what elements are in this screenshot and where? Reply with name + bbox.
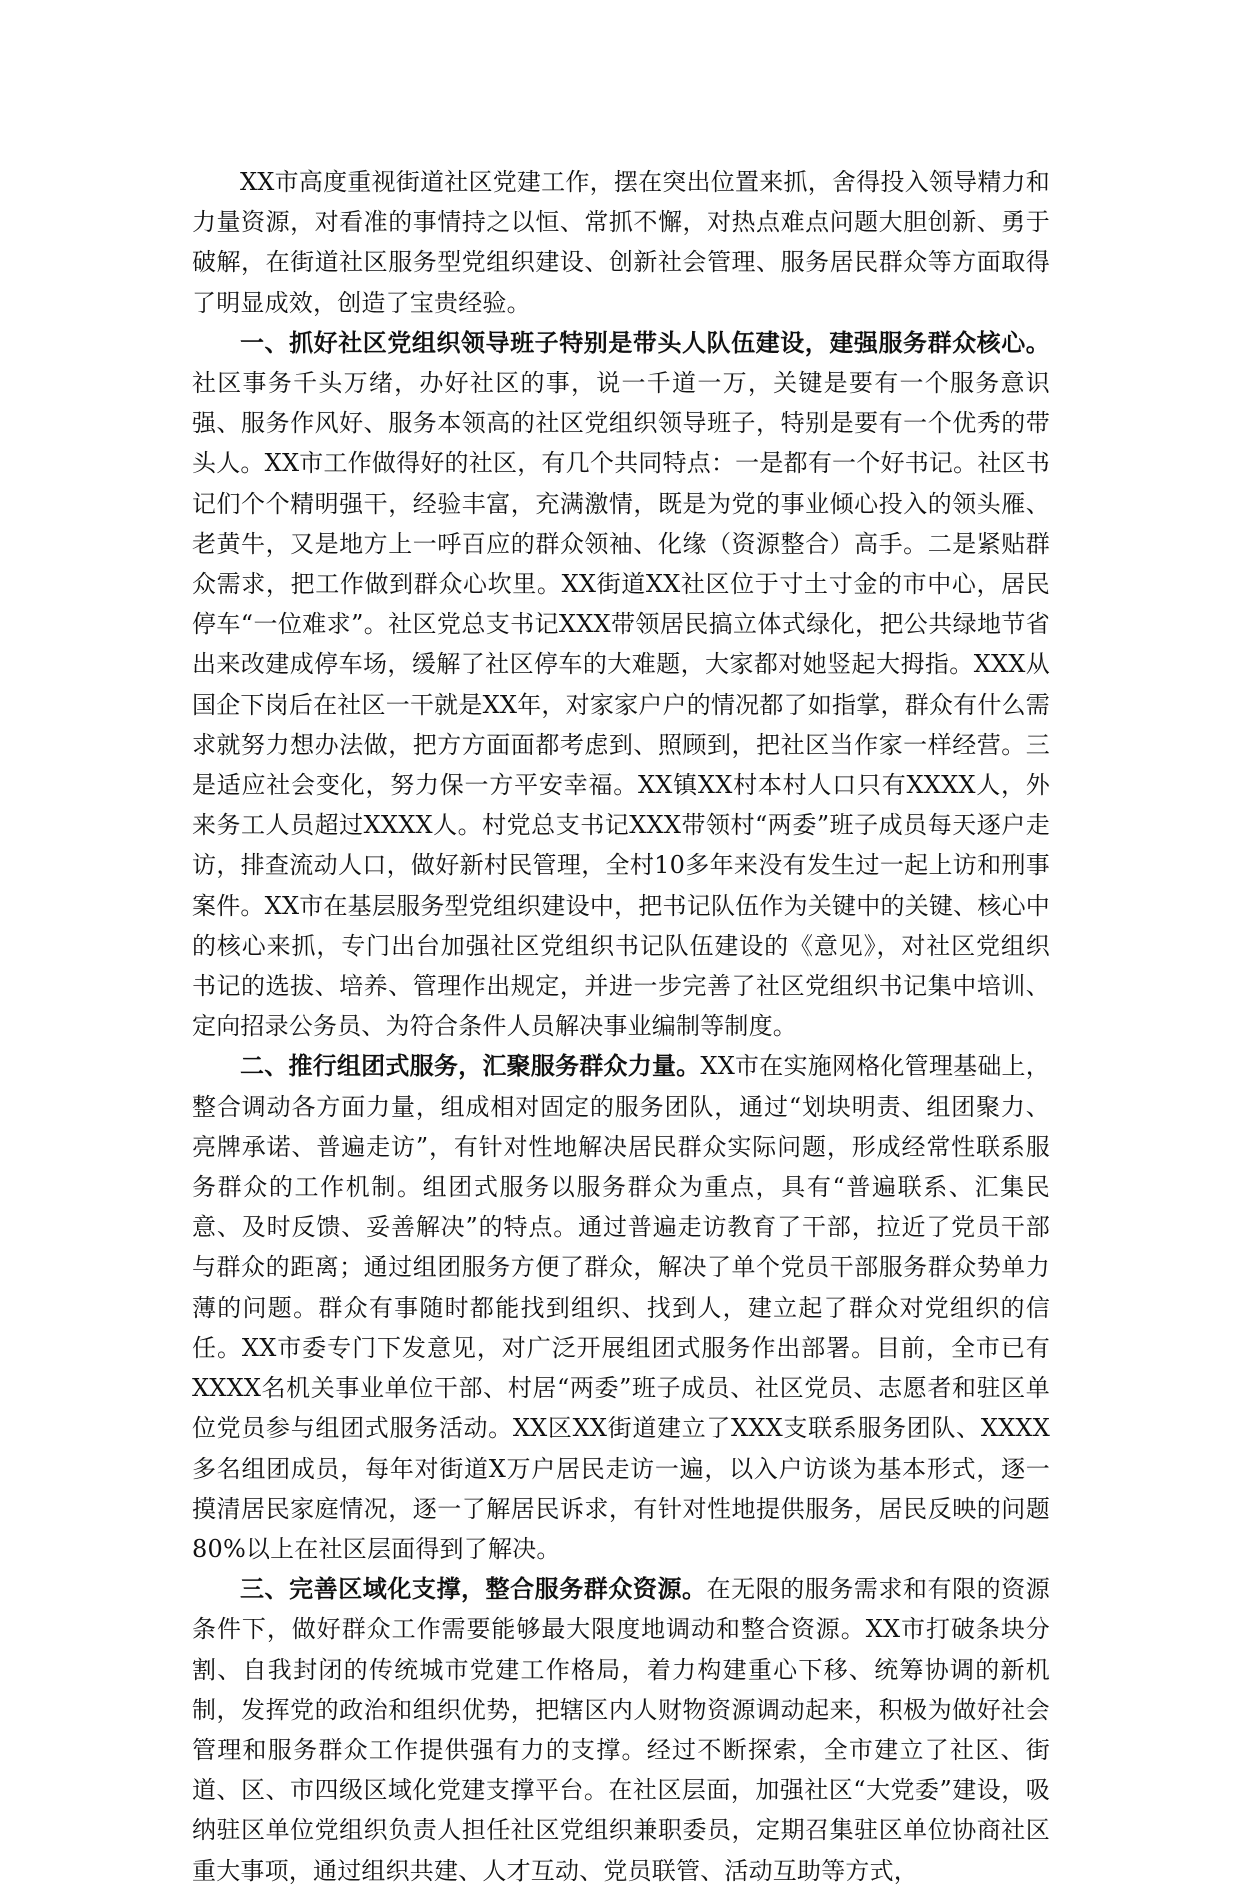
section-3-paragraph	[192, 1569, 1050, 1891]
section-2-body: XX市在实施网格化管理基础上，整合调动各方面力量，组成相对固定的服务团队，通过“划块明责、组团聚力、亮牌承诺、普遍走访”，有针对性地解决居民群众实际问题，形成经常性联系服务群众的工作机制。组团式服务以服务群众为重点，具有“普遍联系、汇集民意、及时反馈、妥善解决”的特点。通过普遍走访教育了干部，拉近了党员干部与群众的距离；通过组团服务方便了群众，解决了单个党员干部服务群众势单力薄的问题。群众有事随时都能找到组织、找到人，建立起了群众对党组织的信任。XX市委专门下发意见，对广泛开展组团式服务作出部署。目前，全市已有XXXX名机关事业单位干部、村居“两委”班子成员、社区党员、志愿者和驻区单位党员参与组团式服务活动。XX区XX街道建立了XXX支联系服务团队、XXXX多名组团成员，每年对街道X万户居民走访一遍，以入户访谈为基本形式，逐一摸清居民家庭情况，逐一了解居民诉求，有针对性地提供服务，居民反映的问题80%以上在社区层面得到了解决。	[192, 1052, 1050, 1563]
section-3-heading: 三、完善区域化支撑，整合服务群众资源。	[240, 1574, 707, 1604]
section-1-paragraph	[192, 323, 1050, 1047]
section-1-heading: 一、抓好社区党组织领导班子特别是带头人队伍建设，建强服务群众核心。	[240, 327, 1050, 357]
section-1-body: 社区事务千头万绪，办好社区的事，说一千道一万，关键是要有一个服务意识强、服务作风好、服务本领高的社区党组织领导班子，特别是要有一个优秀的带头人。XX市工作做得好的社区，有几个共同特点：一是都有一个好书记。社区书记们个个精明强干，经验丰富，充满激情，既是为党的事业倾心投入的领头雁、老黄牛，又是地方上一呼百应的群众领袖、化缘（资源整合）高手。二是紧贴群众需求，把工作做到群众心坎里。XX街道XX社区位于寸土寸金的市中心，居民停车“一位难求”。社区党总支书记XXX带领居民搞立体式绿化，把公共绿地节省出来改建成停车场，缓解了社区停车的大难题，大家都对她竖起大拇指。XXX从国企下岗后在社区一干就是XX年，对家家户户的情况都了如指掌，群众有什么需求就努力想办法做，把方方面面都考虑到、照顾到，把社区当作家一样经营。三是适应社会变化，努力保一方平安幸福。XX镇XX村本村人口只有XXXX人，外来务工人员超过XXXX人。村党总支书记XXX带领村“两委”班子成员每天逐户走访，排查流动人口，做好新村民管理，全村10多年来没有发生过一起上访和刑事案件。XX市在基层服务型党组织建设中，把书记队伍作为关键中的关键、核心中的核心来抓，专门出台加强社区党组织书记队伍建设的《意见》，对社区党组织书记的选拔、培养、管理作出规定，并进一步完善了社区党组织书记集中培训、定向招录公务员、为符合条件人员解决事业编制等制度。	[192, 369, 1050, 1041]
section-3-body: 在无限的服务需求和有限的资源条件下，做好群众工作需要能够最大限度地调动和整合资源。XX市打破条块分割、自我封闭的传统城市党建工作格局，着力构建重心下移、统筹协调的新机制，发挥党的政治和组织优势，把辖区内人财物资源调动起来，积极为做好社会管理和服务群众工作提供强有力的支撑。经过不断探索，全市建立了社区、街道、区、市四级区域化党建支撑平台。在社区层面，加强社区“大党委”建设，吸纳驻区单位党组织负责人担任社区党组织兼职委员，定期召集驻区单位协商社区重大事项，通过组织共建、人才互动、党员联管、活动互助等方式，	[192, 1575, 1050, 1885]
document-page	[192, 162, 1050, 1891]
section-2-heading: 二、推行组团式服务，汇聚服务群众力量。	[240, 1051, 701, 1081]
intro-text: XX市高度重视街道社区党建工作，摆在突出位置来抓，舍得投入领导精力和力量资源，对看准的事情持之以恒、常抓不懈，对热点难点问题大胆创新、勇于破解，在街道社区服务型党组织建设、创新社会管理、服务居民群众等方面取得了明显成效，创造了宝贵经验。	[192, 168, 1050, 317]
intro-paragraph	[192, 162, 1050, 323]
section-2-paragraph	[192, 1046, 1050, 1569]
